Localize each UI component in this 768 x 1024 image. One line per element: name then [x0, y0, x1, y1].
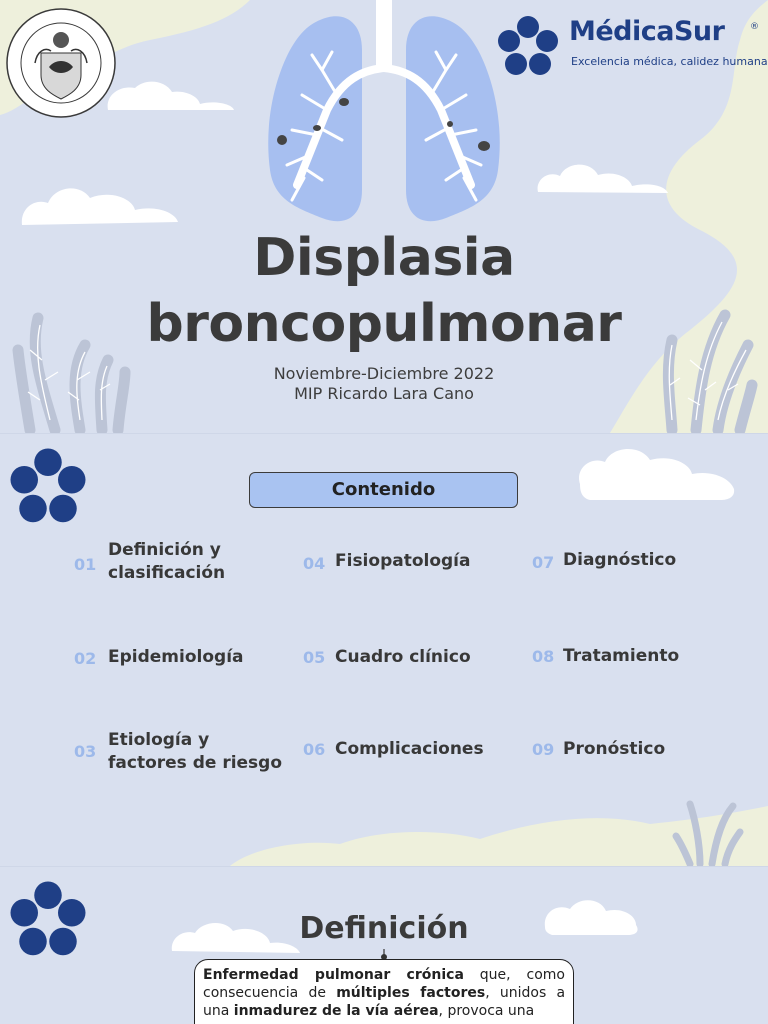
toc-item-tratamiento[interactable]: Tratamiento [563, 646, 680, 666]
toc-number-07: 07 [532, 553, 555, 572]
toc-item-cuadro-clinico[interactable]: Cuadro clínico [335, 647, 471, 667]
definition-bold-2: múltiples factores [336, 985, 486, 1001]
toc-item-etiologia[interactable] [108, 729, 282, 775]
definition-header: Definición [299, 911, 469, 946]
toc-item-pronostico[interactable]: Pronóstico [563, 739, 666, 759]
subtitle-date: Noviembre-Diciembre 2022 [273, 364, 495, 383]
toc-label-line: Etiología y [108, 730, 210, 750]
definition-bold-1: Enfermedad pulmonar crónica [203, 967, 464, 983]
brand-registered-mark: ® [750, 22, 759, 32]
university-seal [5, 5, 117, 121]
toc-item-definicion[interactable] [108, 539, 225, 585]
definition-text-2: , unidos a una [203, 985, 566, 1019]
toc-number-05: 05 [303, 648, 326, 667]
toc-number-06: 06 [303, 740, 326, 759]
toc-label-line: clasificación [108, 563, 226, 583]
title-line-1: Displasia [253, 228, 515, 288]
medicasur-flower-icon [8, 446, 88, 526]
toc-number-04: 04 [303, 554, 326, 573]
contents-slide [0, 433, 768, 866]
definition-bold-3: inmadurez de la vía aérea [233, 1003, 439, 1019]
toc-number-02: 02 [74, 649, 97, 668]
definition-text-1: que, como consecuencia de [203, 967, 565, 1001]
brand-name: MédicaSur [569, 16, 725, 47]
definition-slide [0, 866, 768, 1024]
toc-item-complicaciones[interactable]: Complicaciones [335, 739, 484, 759]
toc-number-03: 03 [74, 742, 97, 761]
lungs-illustration [262, 0, 506, 226]
toc-number-01: 01 [74, 555, 97, 574]
subtitle-author: MIP Ricardo Lara Cano [294, 384, 474, 403]
toc-number-08: 08 [532, 647, 555, 666]
toc-number-09: 09 [532, 740, 555, 759]
definition-text-3: , provoca una [438, 1003, 535, 1019]
toc-label-line: factores de riesgo [108, 753, 283, 773]
brand-tagline: Excelencia médica, calidez humana [571, 55, 768, 68]
toc-item-diagnostico[interactable]: Diagnóstico [563, 550, 677, 570]
contents-header: Contenido [249, 472, 518, 508]
title-slide [0, 0, 768, 433]
toc-label-line: Definición y [108, 540, 221, 560]
toc-item-epidemiologia[interactable]: Epidemiología [108, 647, 244, 667]
title-line-2: broncopulmonar [146, 294, 622, 354]
toc-item-fisiopatologia[interactable]: Fisiopatología [335, 551, 471, 571]
definition-box [194, 959, 574, 1024]
medicasur-logo-icon [496, 14, 560, 78]
